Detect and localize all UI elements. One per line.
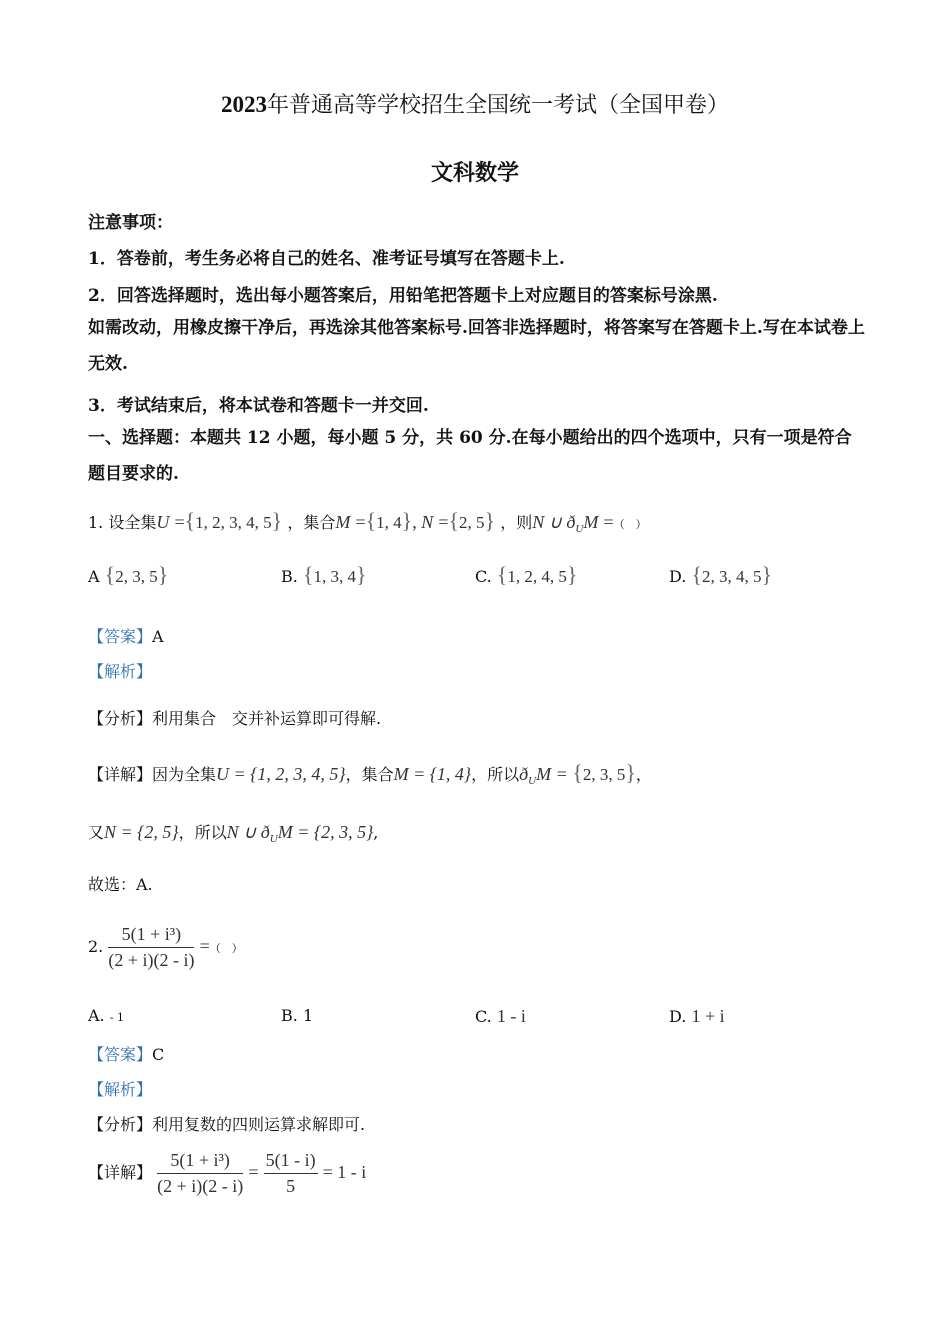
q1-M-set: 1, 4 (376, 513, 402, 532)
q2-fenxi: 【分析】利用复数的四则运算求解即可. (88, 1115, 366, 1134)
q1-prefix: 1. 设全集 (88, 513, 157, 532)
q2-option-c: C. 1 - i (475, 1006, 526, 1026)
q1-option-a: A {2, 3, 5} (88, 562, 169, 587)
notice-item-2b: 如需改动，用橡皮擦干净后，再选涂其他答案标号.回答非选择题时，将答案写在答题卡上.写在本试卷上无效. (88, 318, 865, 374)
q1-answer: 【答案】A (88, 627, 164, 646)
q2-detail: 【详解】 $\frac{\text{5(1 + i³)}}{(2 + i)(2 - i)}$ = $\frac{5(1 - i)}{5}$ = 1 - i (88, 1150, 367, 1196)
notice-item-2a: 2．回答选择题时，选出每小题答案后，用铅笔把答题卡上对应题目的答案标号涂黑. (88, 286, 718, 306)
q1-detail-line-2: 又N = {2, 5}，所以N ∪ $ð_UM = \{2$, 3, 5}, (88, 822, 379, 846)
q1-conclusion: 故选：A. (88, 875, 153, 894)
q1-expression: N ∪ ð (532, 512, 576, 532)
q2-fraction: $\frac{\text{5(1 + i³)}}{(2 + i)(2 - i)}$ (108, 924, 195, 970)
page-subtitle: 文科数学 (430, 160, 519, 186)
answer-tag: 【答案】 (88, 627, 153, 646)
q1-N-set: 2, 5 (459, 513, 485, 532)
page-title (0, 88, 950, 119)
question-1: 1. 设全集U ={1, 2, 3, 4, 5} ，集合M ={1, 4}, N ={2, 5} ，则N ∪ $ð_UM$ =（ ） (88, 508, 647, 536)
q2-option-b: B. 1 (281, 1006, 314, 1025)
q2-option-a: A. - 1 (88, 1006, 124, 1025)
notice-item-3: 3．考试结束后，将本试卷和答题卡一并交回. (88, 396, 429, 416)
q1-option-c: C. {1, 2, 4, 5} (475, 562, 578, 587)
title-text: 年普通高等学校招生全国统一考试（全国甲卷） (266, 93, 729, 118)
notice-heading: 注意事项： (88, 213, 173, 233)
q1-fenxi: 【分析】利用集合 交并补运算即可得解. (88, 709, 382, 728)
q2-analysis: 【解析】 (88, 1080, 153, 1099)
title-year: 2023 (220, 92, 267, 117)
notice-item-1: 1．答卷前，考生务必将自己的姓名、准考证号填写在答题卡上. (88, 249, 565, 269)
q1-detail-line-1: 【详解】因为全集U = {1, 2, 3, 4, 5}，集合M = {1, 4}，所以$ð_UM = \{2$, 3, 5}， (88, 760, 652, 788)
q1-U-set: 1, 2, 3, 4, 5 (195, 513, 272, 532)
question-2: 2. $\frac{\text{5(1 + i³)}}{(2 + i)(2 - i)}$ =（ ） (88, 924, 243, 970)
q1-option-b: B. {1, 3, 4} (281, 562, 367, 587)
q1-option-d: D. {2, 3, 4, 5} (669, 562, 773, 587)
q2-answer: 【答案】C (88, 1045, 165, 1064)
section-heading: 一、选择题：本题共 12 小题，每小题 5 分，共 60 分.在每小题给出的四个选项中，只有一项是符合题目要求的. (88, 428, 852, 484)
q2-option-d: D. 1 + i (669, 1006, 725, 1026)
q1-analysis: 【解析】 (88, 662, 153, 681)
